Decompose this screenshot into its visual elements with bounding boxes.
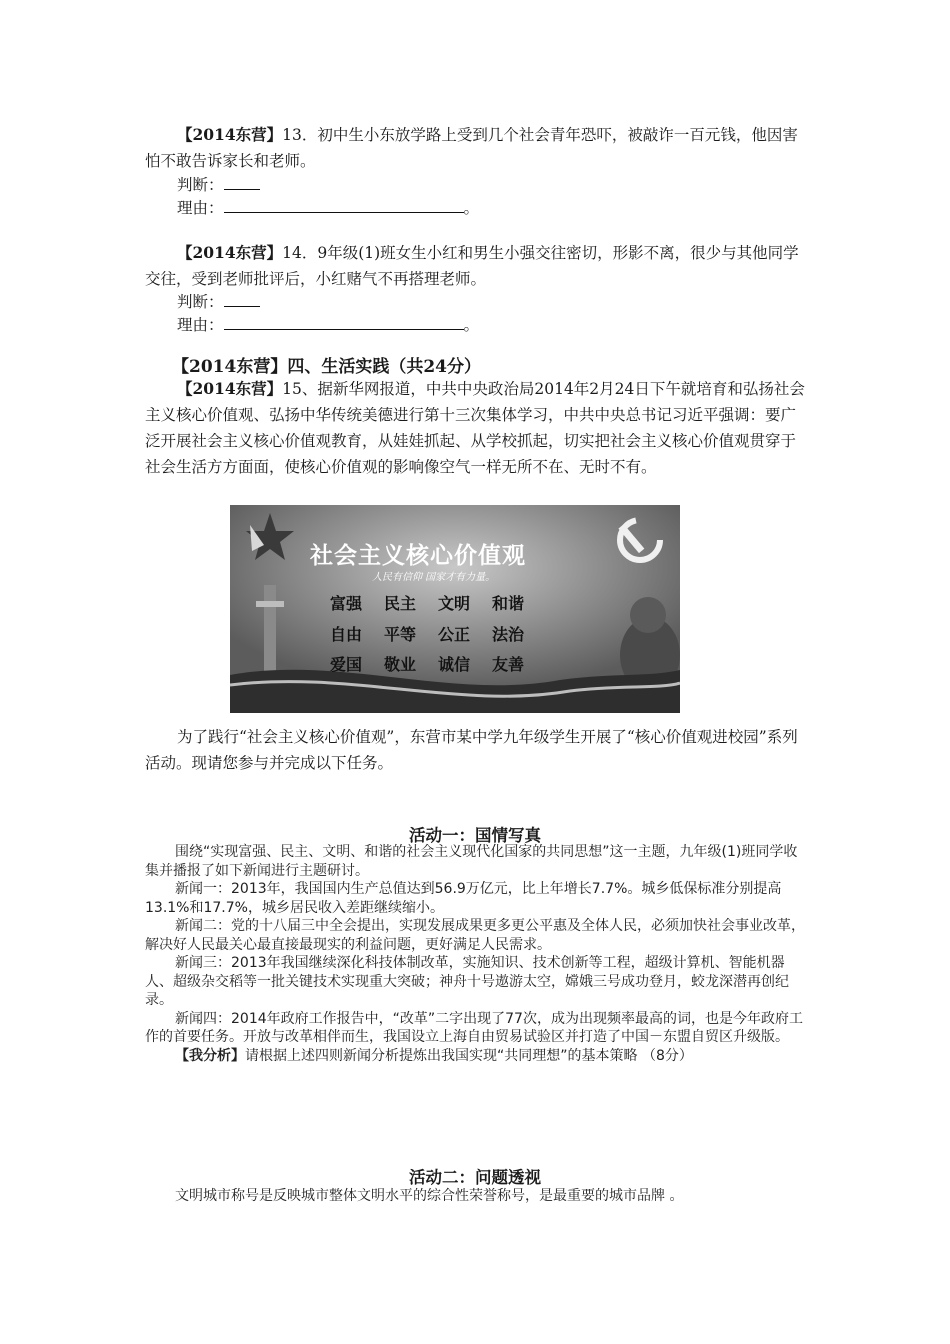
reason-blank[interactable] <box>224 198 464 213</box>
values-row-2 <box>330 622 546 645</box>
value-word: 自由 <box>330 625 363 644</box>
intro-paragraph: 为了践行“社会主义核心价值观”，东营市某中学九年级学生开展了“核心价值观进校园”系列活动。现请您参与并完成以下任务。 <box>145 728 798 772</box>
section-title: 四、生活实践（共24分） <box>287 357 481 377</box>
judge-label: 判断： <box>177 176 224 194</box>
activity-2-body <box>145 1187 810 1206</box>
end-mark: 。 <box>463 199 480 217</box>
value-word: 友善 <box>492 655 525 674</box>
news-item-4: 新闻四：2014年政府工作报告中，“改革”二字出现了77次，成为出现频率最高的词，也是今年政府工作的首要任务。开放与改革相伴而生，我国设立上海自由贸易试验区并打造了中国－东盟自贸区升级版。 <box>145 1010 803 1045</box>
end-mark: 。 <box>463 316 480 334</box>
news-item-2: 新闻二：党的十八届三中全会提出，实现发展成果更多更公平惠及全体人民，必须加快社会事业改革，解决好人民最关心最直接最现实的利益问题，更好满足人民需求。 <box>145 918 805 953</box>
value-word: 诚信 <box>438 655 471 674</box>
section-source-tag: 【2014东营】 <box>172 357 288 377</box>
analysis-tag: 【我分析】 <box>175 1047 245 1064</box>
question-13 <box>145 122 810 174</box>
analysis-text: 请根据上述四则新闻分析提炼出我国实现“共同理想”的基本策略 （8分） <box>245 1047 693 1064</box>
banner-slogan: 人民有信仰 国家才有力量。 <box>372 572 496 583</box>
reason-blank[interactable] <box>224 315 464 330</box>
value-word: 富强 <box>330 594 363 613</box>
value-word: 法治 <box>492 625 525 644</box>
judge-blank[interactable] <box>224 292 260 307</box>
question-source-tag: 【2014东营】 <box>177 379 283 398</box>
activity-2-heading: 活动二：问题透视 <box>409 1168 541 1187</box>
analysis-prompt <box>145 1047 810 1066</box>
value-word: 和谐 <box>492 594 525 613</box>
judge-line-14 <box>177 292 260 312</box>
judge-blank[interactable] <box>224 175 260 190</box>
reason-label: 理由： <box>177 316 224 334</box>
question-text: 15、据新华网报道，中共中央政治局2014年2月24日下午就培育和弘扬社会主义核心价值观、弘扬中华传统美德进行第十三次集体学习，中共中央总书记习近平强调：要广泛开展社会主义核心价值观教育，从娃娃抓起、从学校抓起，切实把社会主义核心价值观贯穿于社会生活方方面面，使核心价值观的影响像空气一样无所不在、无时不有。 <box>145 380 805 476</box>
news-item-3: 新闻三：2013年我国继续深化科技体制改革，实施知识、技术创新等工程，超级计算机、智能机器人、超级杂交稻等一批关键技术实现重大突破；神舟十号遨游太空，嫦娥三号成功登月，蛟龙深潜再创纪录。 <box>145 955 789 1008</box>
banner-title: 社会主义核心价值观 <box>310 543 526 569</box>
question-source-tag: 【2014东营】 <box>177 243 283 262</box>
value-word: 公正 <box>438 625 471 644</box>
values-row-3 <box>330 652 546 675</box>
values-row-1 <box>330 591 546 614</box>
question-14 <box>145 240 810 292</box>
core-values-banner <box>230 505 680 713</box>
reason-label: 理由： <box>177 199 224 217</box>
value-word: 文明 <box>438 594 471 613</box>
value-word: 民主 <box>384 594 417 613</box>
question-text: 14．9年级(1)班女生小红和男生小强交往密切，形影不离，很少与其他同学交往，受到老师批评后，小红赌气不再搭理老师。 <box>145 244 799 288</box>
section-heading <box>172 352 481 377</box>
news-item-1: 新闻一：2013年，我国国内生产总值达到56.9万亿元，比上年增长7.7%。城乡低保标准分别提高13.1%和17.7%，城乡居民收入差距继续缩小。 <box>145 881 782 916</box>
activity-2-intro: 文明城市称号是反映城市整体文明水平的综合性荣誉称号，是最重要的城市品牌 。 <box>175 1188 684 1204</box>
question-15 <box>145 376 810 480</box>
activity-1-heading: 活动一：国情写真 <box>409 826 541 845</box>
judge-line-13 <box>177 175 260 195</box>
reason-line-14 <box>177 315 479 335</box>
question-source-tag: 【2014东营】 <box>177 125 283 144</box>
question-text: 13．初中生小东放学路上受到几个社会青年恐吓，被敲诈一百元钱，他因害怕不敢告诉家长和老师。 <box>145 126 798 170</box>
value-word: 平等 <box>384 625 417 644</box>
value-word: 敬业 <box>384 655 417 674</box>
activity-1-body <box>145 843 810 1065</box>
judge-label: 判断： <box>177 293 224 311</box>
value-word: 爱国 <box>330 655 363 674</box>
reason-line-13 <box>177 198 479 218</box>
activity-1-intro: 围绕“实现富强、民主、文明、和谐的社会主义现代化国家的共同思想”这一主题，九年级(1)班同学收集并播报了如下新闻进行主题研讨。 <box>145 844 798 879</box>
